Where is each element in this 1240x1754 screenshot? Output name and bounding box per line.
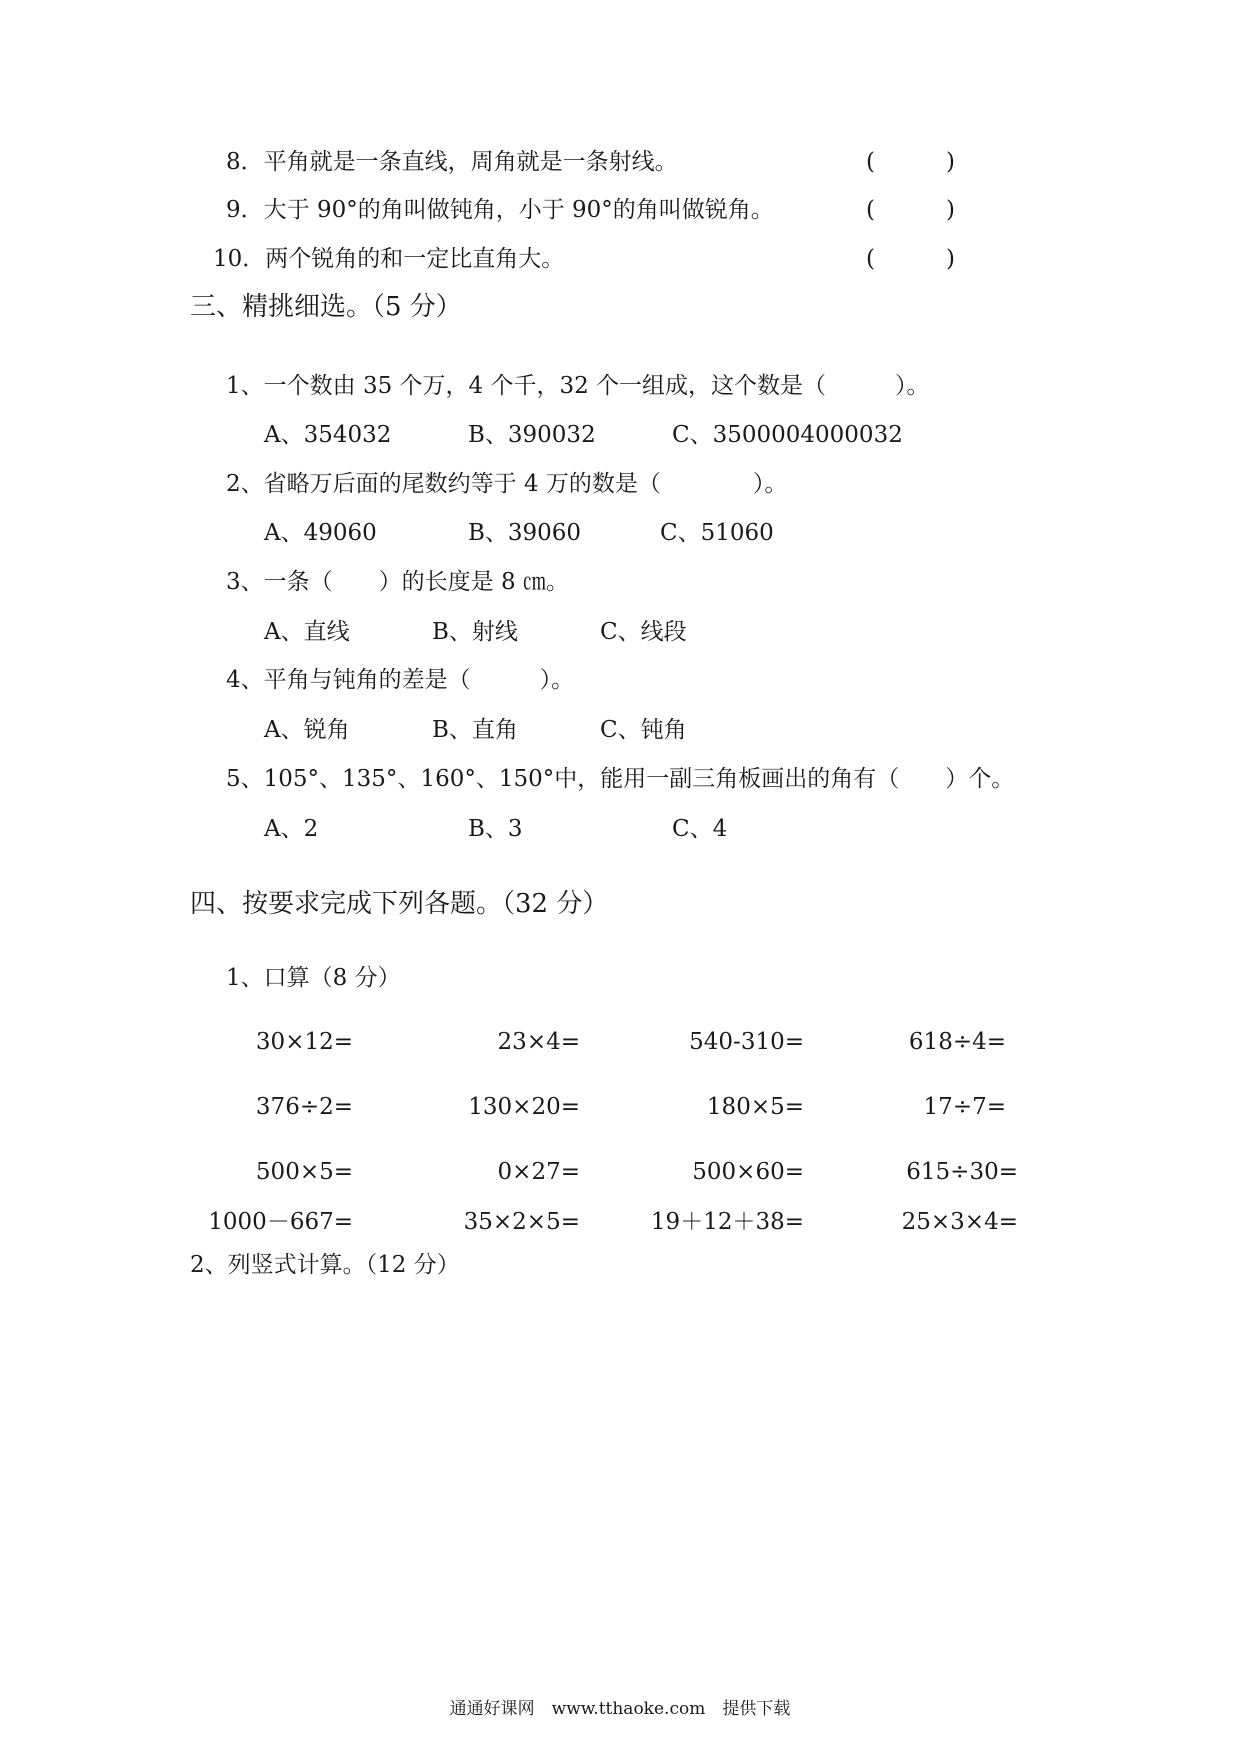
mental-math-r4c2: 35×2×5= [463, 1209, 580, 1235]
mental-math-r4c1: 1000－667= [208, 1209, 353, 1235]
mental-math-r2c3: 180×5= [706, 1094, 804, 1120]
question-3-stem: 3、一条（ ）的长度是 8 ㎝。 [226, 569, 569, 595]
section-4-title: 四、按要求完成下列各题。（32 分） [190, 889, 609, 919]
judge-item-8-paren-open: ( [866, 149, 875, 175]
question-4-option-b: B、直角 [432, 717, 518, 743]
question-4-option-a: A、锐角 [264, 717, 350, 743]
question-2-stem: 2、省略万后面的尾数约等于 4 万的数是（ ）。 [226, 471, 788, 497]
question-1-option-c: C、3500004000032 [672, 422, 903, 448]
question-2-option-b: B、39060 [468, 520, 582, 546]
question-1-option-b: B、390032 [468, 422, 596, 448]
question-4-stem: 4、平角与钝角的差是（ ）。 [226, 667, 575, 693]
question-5-option-b: B、3 [468, 816, 523, 842]
judge-item-10: 10．两个锐角的和一定比直角大。 [213, 246, 565, 272]
mental-math-title: 1、口算（8 分） [226, 965, 401, 991]
mental-math-r1c2: 23×4= [497, 1029, 580, 1055]
question-1-option-a: A、354032 [264, 422, 392, 448]
mental-math-r2c4: 17÷7= [923, 1094, 1006, 1120]
mental-math-r3c4: 615÷30= [906, 1159, 1018, 1185]
question-1-stem: 1、一个数由 35 个万，4 个千，32 个一组成，这个数是（ ）。 [226, 373, 930, 399]
mental-math-r2c2: 130×20= [468, 1094, 580, 1120]
judge-item-8: 8．平角就是一条直线，周角就是一条射线。 [226, 149, 678, 175]
question-2-option-a: A、49060 [264, 520, 377, 546]
mental-math-r2c1: 376÷2= [255, 1094, 353, 1120]
question-3-option-b: B、射线 [432, 619, 518, 645]
judge-item-9-paren-open: ( [866, 197, 875, 223]
mental-math-r1c3: 540-310= [689, 1029, 804, 1055]
mental-math-r1c1: 30×12= [255, 1029, 353, 1055]
question-3-option-a: A、直线 [264, 619, 350, 645]
vertical-calc-title: 2、列竖式计算。（12 分） [190, 1252, 460, 1278]
question-5-stem: 5、105°、135°、160°、150°中，能用一副三角板画出的角有（ ）个。 [226, 766, 1015, 792]
section-3-title: 三、精挑细选。（5 分） [190, 292, 462, 322]
question-2-option-c: C、51060 [660, 520, 774, 546]
mental-math-r3c2: 0×27= [497, 1159, 580, 1185]
question-4-option-c: C、钝角 [600, 717, 687, 743]
judge-item-8-paren-close: ) [946, 149, 955, 175]
mental-math-r4c3: 19＋12＋38= [650, 1209, 804, 1235]
judge-item-10-paren-close: ) [946, 246, 955, 272]
question-3-option-c: C、线段 [600, 619, 687, 645]
page-footer: 通通好课网 www.tthaoke.com 提供下载 [449, 1699, 791, 1719]
question-5-option-a: A、2 [264, 816, 319, 842]
mental-math-r3c1: 500×5= [255, 1159, 353, 1185]
mental-math-r3c3: 500×60= [692, 1159, 804, 1185]
mental-math-r1c4: 618÷4= [908, 1029, 1006, 1055]
question-5-option-c: C、4 [672, 816, 728, 842]
mental-math-r4c4: 25×3×4= [901, 1209, 1018, 1235]
judge-item-9-paren-close: ) [946, 197, 955, 223]
judge-item-9: 9．大于 90°的角叫做钝角，小于 90°的角叫做锐角。 [226, 197, 774, 223]
judge-item-10-paren-open: ( [866, 246, 875, 272]
